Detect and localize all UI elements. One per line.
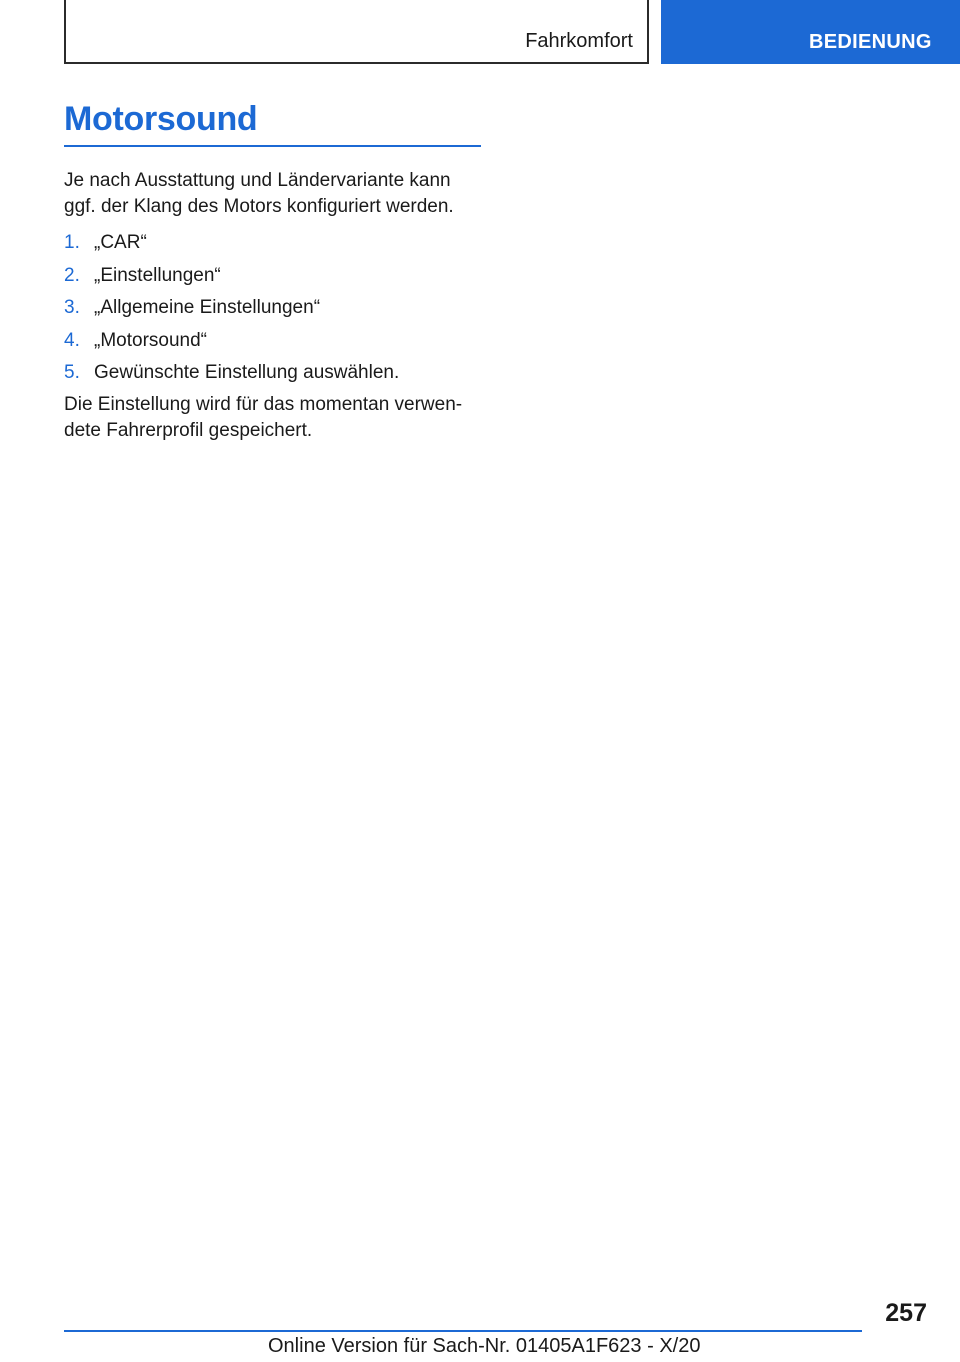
step-number: 2. <box>64 264 80 286</box>
step-item <box>64 295 484 328</box>
step-item <box>64 263 484 296</box>
header-chapter-box <box>64 0 649 64</box>
header-section-tab <box>661 0 960 64</box>
intro-paragraph: Je nach Ausstattung und Ländervariante kann ggf. der Klang des Motors konfiguriert werden. <box>64 170 454 217</box>
steps-list <box>64 230 484 393</box>
step-number: 4. <box>64 329 80 351</box>
step-text: „Motorsound“ <box>94 329 207 351</box>
step-number: 1. <box>64 232 80 253</box>
step-item <box>64 230 484 263</box>
step-text: „Allgemeine Einstellungen“ <box>94 297 321 318</box>
chapter-title: Fahrkomfort <box>525 30 633 52</box>
outro-paragraph: Die Einstellung wird für das momentan verwendete Fahrerprofil gespeichert. <box>64 394 463 441</box>
step-item <box>64 360 484 393</box>
step-item <box>64 328 484 361</box>
step-number: 5. <box>64 362 80 383</box>
page-title: Motorsound <box>64 100 258 138</box>
step-text: „CAR“ <box>94 232 147 253</box>
step-text: Gewünschte Einstellung auswählen. <box>94 362 400 383</box>
step-text: „Einstellungen“ <box>94 264 221 286</box>
section-title: BEDIENUNG <box>809 31 932 53</box>
step-number: 3. <box>64 297 80 318</box>
page-number: 257 <box>885 1299 927 1327</box>
footer-rule <box>64 1330 862 1332</box>
title-underline <box>64 145 481 147</box>
online-version-note: Online Version für Sach-Nr. 01405A1F623 - X/20 <box>268 1335 701 1357</box>
